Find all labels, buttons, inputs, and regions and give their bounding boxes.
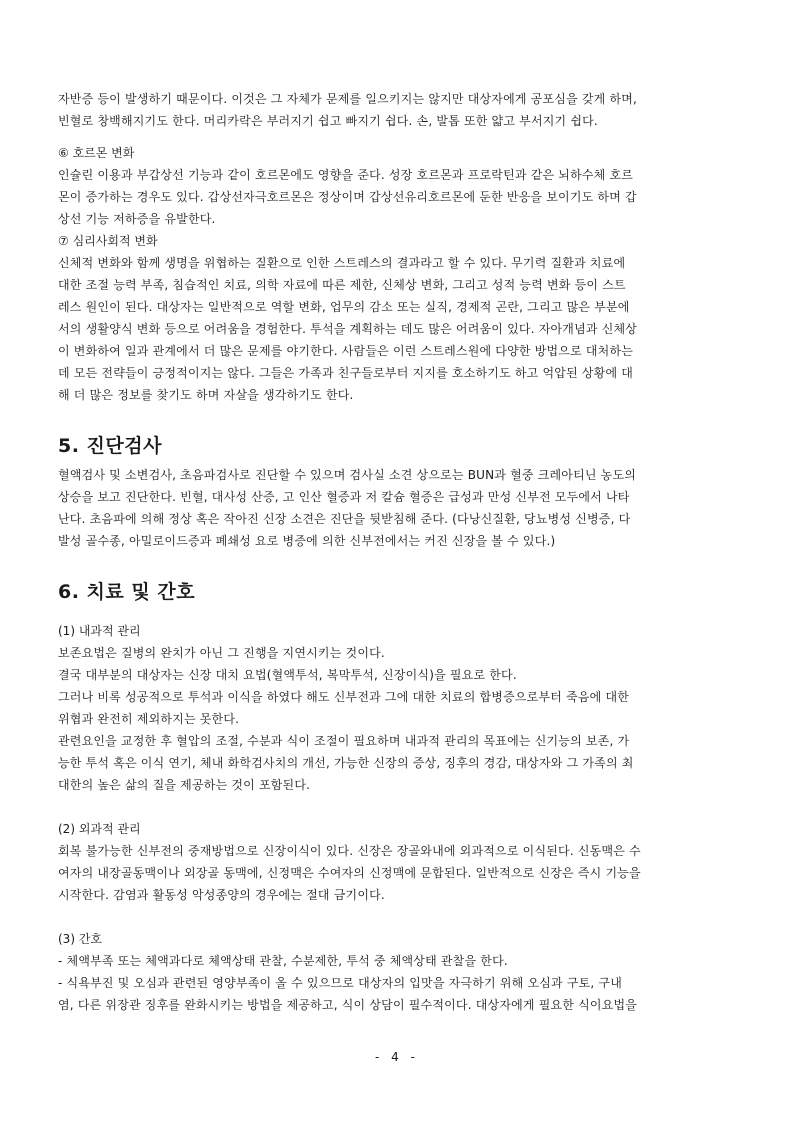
section-diagnostic-tests <box>58 428 738 552</box>
medical-management <box>58 620 738 796</box>
text-line: 그러나 비록 성공적으로 투석과 이식을 하였다 해도 신부전과 그에 대한 치료의 합병증으로부터 죽음에 대한 <box>58 690 630 704</box>
text-line: 자반증 등이 발생하기 때문이다. 이것은 그 자체가 문제를 일으키지는 않지만 대상자에게 공포심을 갖게 하며, <box>58 92 638 106</box>
text-line: 여자의 내장골동맥이나 외장골 동맥에, 신정맥은 수여자의 신정맥에 문합된다. 일반적으로 신장은 즉시 기능을 <box>58 866 641 880</box>
text-line: - 체액부족 또는 체액과다로 체액상태 관찰, 수분제한, 투석 중 체액상태 관찰을 한다. <box>58 954 508 968</box>
subsection-heading: ⑥ 호르몬 변화 <box>58 146 135 160</box>
text-line: 데 모든 전략들이 긍정적이지는 않다. 그들은 가족과 친구들로부터 지지를 호소하기도 하고 억압된 상황에 대 <box>58 366 634 380</box>
surgical-management <box>58 818 738 906</box>
page-number: - 4 - <box>375 1050 419 1064</box>
text-line: 회복 불가능한 신부전의 중재방법으로 신장이식이 있다. 신장은 장골와내에 외과적으로 이식된다. 신동맥은 수 <box>58 844 641 858</box>
text-line: 발성 골수종, 아밀로이드증과 폐쇄성 요로 병증에 의한 신부전에서는 커진 신장을 볼 수 있다.) <box>58 534 556 548</box>
text-line: 결국 대부분의 대상자는 신장 대치 요법(혈액투석, 복막투석, 신장이식)을 필요로 한다. <box>58 668 517 682</box>
subsection-heading: ⑦ 심리사회적 변화 <box>58 234 158 248</box>
text-line: 신체적 변화와 함께 생명을 위협하는 질환으로 인한 스트레스의 결과라고 할 수 있다. 무기력 질환과 치료에 <box>58 256 626 270</box>
subsection-heading: (2) 외과적 관리 <box>58 822 141 836</box>
text-line: 위협과 완전히 제외하지는 못한다. <box>58 712 240 726</box>
text-line: 난다. 초음파에 의해 정상 혹은 작아진 신장 소견은 진단을 뒷받침해 준다. (다낭신질환, 당뇨병성 신병증, 다 <box>58 512 631 526</box>
document-page <box>58 88 738 1016</box>
text-line: 보존요법은 질병의 완치가 아닌 그 진행을 지연시키는 것이다. <box>58 646 385 660</box>
text-line: 이 변화하여 일과 관계에서 더 많은 문제를 야기한다. 사람들은 이런 스트레스원에 다양한 방법으로 대처하는 <box>58 344 634 358</box>
text-line: 인슐린 이용과 부갑상선 기능과 같이 호르몬에도 영향을 준다. 성장 호르몬과 프로락틴과 같은 뇌하수체 호르 <box>58 168 634 182</box>
text-line: 능한 투석 혹은 이식 연기, 체내 화학검사치의 개선, 가능한 신장의 증상, 징후의 경감, 대상자와 그 가족의 최 <box>58 756 634 770</box>
text-line: 상선 기능 저하증을 유발한다. <box>58 212 216 226</box>
text-line: 대한 조절 능력 부족, 침습적인 치료, 의학 자료에 따른 제한, 신체상 변화, 그리고 성적 능력 변화 등이 스트 <box>58 278 626 292</box>
hormone-subsection <box>58 142 738 230</box>
text-line: 서의 생활양식 변화 등으로 어려움을 경험한다. 투석을 계획하는 데도 많은 어려움이 있다. 자아개념과 신체상 <box>58 322 638 336</box>
section-treatment-nursing <box>58 574 738 1016</box>
text-line: 염, 다른 위장관 징후를 완화시키는 방법을 제공하고, 식이 상담이 필수적이다. 대상자에게 필요한 식이요법을 <box>58 998 638 1012</box>
text-line: 대한의 높은 삶의 질을 제공하는 것이 포함된다. <box>58 778 311 792</box>
text-line: 빈혈로 창백해지기도 한다. 머리카락은 부러지기 쉽고 빠지기 쉽다. 손, 발톱 또한 얇고 부서지기 쉽다. <box>58 114 598 128</box>
text-line: 몬이 증가하는 경우도 있다. 갑상선자극호르몬은 정상이며 갑상선유리호르몬에 둔한 반응을 보이기도 하며 갑 <box>58 190 637 204</box>
section-heading: 5. 진단검사 <box>58 435 162 457</box>
text-line: 레스 원인이 된다. 대상자는 일반적으로 역할 변화, 업무의 감소 또는 실직, 경제적 곤란, 그리고 많은 부분에 <box>58 300 630 314</box>
section-heading: 6. 치료 및 간호 <box>58 581 196 603</box>
text-line: 혈액검사 및 소변검사, 초음파검사로 진단할 수 있으며 검사실 소견 상으로는 BUN과 혈중 크레아티닌 농도의 <box>58 468 637 482</box>
nursing-care <box>58 928 738 1016</box>
text-line: 관련요인을 교정한 후 혈압의 조절, 수분과 식이 조절이 필요하며 내과적 관리의 목표에는 신기능의 보존, 가 <box>58 734 630 748</box>
subsection-heading: (1) 내과적 관리 <box>58 624 141 638</box>
psychosocial-subsection <box>58 230 738 406</box>
text-line: 시작한다. 감염과 활동성 악성종양의 경우에는 절대 금기이다. <box>58 888 385 902</box>
subsection-heading: (3) 간호 <box>58 932 102 946</box>
text-line: 상승을 보고 진단한다. 빈혈, 대사성 산증, 고 인산 혈증과 저 칼슘 혈증은 급성과 만성 신부전 모두에서 나타 <box>58 490 630 504</box>
paragraph-continuation <box>58 88 738 132</box>
text-line: - 식욕부진 및 오심과 관련된 영양부족이 올 수 있으므로 대상자의 입맛을 자극하기 위해 오심과 구토, 구내 <box>58 976 623 990</box>
text-line: 해 더 많은 정보를 찾기도 하며 자살을 생각하기도 한다. <box>58 388 354 402</box>
